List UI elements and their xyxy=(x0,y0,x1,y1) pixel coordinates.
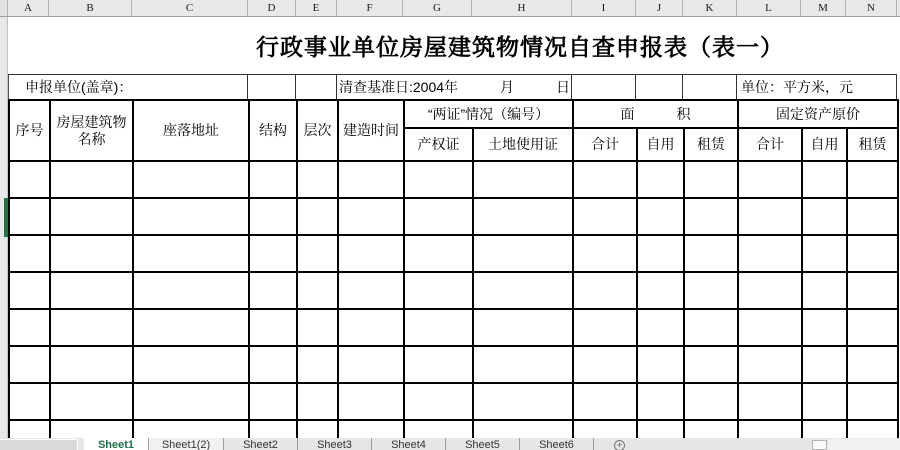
cell[interactable] xyxy=(637,309,684,346)
horizontal-scrollbar-button[interactable] xyxy=(812,440,827,450)
cell[interactable] xyxy=(637,346,684,383)
form-table-area xyxy=(7,99,899,438)
cell[interactable] xyxy=(50,235,133,272)
cell[interactable] xyxy=(9,161,50,198)
cell[interactable] xyxy=(338,161,404,198)
header-property-cert[interactable]: 产权证 xyxy=(404,128,473,161)
cell[interactable] xyxy=(573,420,637,438)
cell[interactable] xyxy=(802,346,847,383)
cell[interactable] xyxy=(249,161,297,198)
header-structure[interactable]: 结构 xyxy=(249,100,297,161)
empty-cell-j[interactable] xyxy=(636,75,683,99)
cell[interactable] xyxy=(404,272,473,309)
cell[interactable] xyxy=(802,161,847,198)
header-area-group[interactable]: 面 积 xyxy=(573,100,738,128)
cell[interactable] xyxy=(50,198,133,235)
header-assets-self-use[interactable]: 自用 xyxy=(802,128,847,161)
table-row xyxy=(9,420,898,438)
cell[interactable] xyxy=(9,309,50,346)
cell[interactable] xyxy=(847,420,898,438)
table-row xyxy=(9,383,898,420)
cell[interactable] xyxy=(249,346,297,383)
cell[interactable] xyxy=(133,161,249,198)
cell[interactable] xyxy=(9,383,50,420)
form-table xyxy=(8,99,899,438)
cell[interactable] xyxy=(50,161,133,198)
cell[interactable] xyxy=(404,309,473,346)
cell[interactable] xyxy=(637,198,684,235)
cell[interactable] xyxy=(404,346,473,383)
cell[interactable] xyxy=(738,161,802,198)
header-serial[interactable]: 序号 xyxy=(9,100,50,161)
cell[interactable] xyxy=(297,272,338,309)
declaring-unit-cell[interactable]: 申报单位(盖章)： xyxy=(8,75,248,99)
cell[interactable] xyxy=(473,161,573,198)
cell[interactable] xyxy=(847,346,898,383)
cell[interactable] xyxy=(249,198,297,235)
table-row xyxy=(9,198,898,235)
column-header-f[interactable]: F xyxy=(337,0,403,16)
cell[interactable] xyxy=(133,198,249,235)
cell[interactable] xyxy=(738,309,802,346)
cell[interactable] xyxy=(847,309,898,346)
column-header-g[interactable]: G xyxy=(403,0,472,16)
cell[interactable] xyxy=(9,235,50,272)
tab-navigation-area[interactable] xyxy=(0,439,78,450)
table-row xyxy=(9,309,898,346)
cell[interactable] xyxy=(802,309,847,346)
cell[interactable] xyxy=(404,383,473,420)
tab-sheet3[interactable]: Sheet3 xyxy=(298,438,372,450)
cell[interactable] xyxy=(9,346,50,383)
header-assets-total[interactable]: 合计 xyxy=(738,128,802,161)
header-build-time[interactable]: 建造时间 xyxy=(338,100,404,161)
cell[interactable] xyxy=(802,198,847,235)
header-two-certs-group[interactable]: “两证”情况（编号） xyxy=(404,100,573,128)
cell[interactable] xyxy=(473,420,573,438)
cell[interactable] xyxy=(473,383,573,420)
cell[interactable] xyxy=(249,272,297,309)
cell[interactable] xyxy=(50,383,133,420)
cell[interactable] xyxy=(738,235,802,272)
tab-sheet5[interactable]: Sheet5 xyxy=(446,438,520,450)
empty-cell-d[interactable] xyxy=(248,75,296,99)
cell[interactable] xyxy=(249,235,297,272)
cell[interactable] xyxy=(738,272,802,309)
header-land-use-cert[interactable]: 土地使用证 xyxy=(473,128,573,161)
cell[interactable] xyxy=(9,198,50,235)
cell[interactable] xyxy=(133,309,249,346)
cell[interactable] xyxy=(684,235,738,272)
tab-sheet1-2[interactable]: Sheet1(2) xyxy=(148,438,224,450)
cell[interactable] xyxy=(338,383,404,420)
sheet-title[interactable]: 行政事业单位房屋建筑物情况自查申报表（表一） xyxy=(256,33,784,60)
cell[interactable] xyxy=(637,383,684,420)
tab-sheet4[interactable]: Sheet4 xyxy=(372,438,446,450)
cell[interactable] xyxy=(50,346,133,383)
cell[interactable] xyxy=(404,161,473,198)
cell[interactable] xyxy=(338,235,404,272)
tab-sheet1[interactable]: Sheet1 xyxy=(84,438,148,450)
cell[interactable] xyxy=(738,198,802,235)
cell[interactable] xyxy=(473,346,573,383)
header-floors[interactable]: 层次 xyxy=(297,100,338,161)
cell[interactable] xyxy=(684,272,738,309)
column-header-c[interactable]: C xyxy=(132,0,248,16)
header-address[interactable]: 座落地址 xyxy=(133,100,249,161)
cell[interactable] xyxy=(802,272,847,309)
table-row xyxy=(9,272,898,309)
cell[interactable] xyxy=(297,420,338,438)
cell[interactable] xyxy=(637,420,684,438)
cell[interactable] xyxy=(9,272,50,309)
cell[interactable] xyxy=(9,420,50,438)
cell[interactable] xyxy=(338,346,404,383)
header-area-lease[interactable]: 租赁 xyxy=(684,128,738,161)
header-area-self-use[interactable]: 自用 xyxy=(637,128,684,161)
table-row xyxy=(9,161,898,198)
unit-cell[interactable]: 单位：平方米，元 xyxy=(737,75,897,99)
cell[interactable] xyxy=(50,420,133,438)
column-header-k[interactable]: K xyxy=(683,0,737,16)
column-header-strip xyxy=(0,0,900,17)
cell[interactable] xyxy=(684,383,738,420)
header-building-name[interactable]: 房屋建筑物名称 xyxy=(50,100,133,161)
empty-cell-k[interactable] xyxy=(683,75,737,99)
cell[interactable] xyxy=(573,309,637,346)
cell[interactable] xyxy=(738,383,802,420)
column-header-e[interactable]: E xyxy=(296,0,337,16)
cell[interactable] xyxy=(802,420,847,438)
cell[interactable] xyxy=(573,383,637,420)
cell[interactable] xyxy=(573,272,637,309)
cell[interactable] xyxy=(802,235,847,272)
cell[interactable] xyxy=(573,198,637,235)
cell[interactable] xyxy=(847,235,898,272)
cell[interactable] xyxy=(684,346,738,383)
cell[interactable] xyxy=(133,272,249,309)
column-header-b[interactable]: B xyxy=(49,0,132,16)
header-area-total[interactable]: 合计 xyxy=(573,128,637,161)
column-header-d[interactable]: D xyxy=(248,0,296,16)
cell[interactable] xyxy=(338,198,404,235)
cell[interactable] xyxy=(738,346,802,383)
column-header-l[interactable]: L xyxy=(737,0,801,16)
cell[interactable] xyxy=(249,383,297,420)
cell[interactable] xyxy=(847,198,898,235)
table-row xyxy=(9,346,898,383)
cell[interactable] xyxy=(637,235,684,272)
cell[interactable] xyxy=(338,420,404,438)
empty-cell-i[interactable] xyxy=(572,75,636,99)
cell[interactable] xyxy=(249,420,297,438)
cell[interactable] xyxy=(847,383,898,420)
cell[interactable] xyxy=(473,198,573,235)
cell[interactable] xyxy=(684,309,738,346)
cell[interactable] xyxy=(133,383,249,420)
cell[interactable] xyxy=(404,198,473,235)
sheet-tab-strip xyxy=(0,438,900,450)
tab-sheet6[interactable]: Sheet6 xyxy=(520,438,594,450)
cell[interactable] xyxy=(133,235,249,272)
cell[interactable] xyxy=(297,235,338,272)
cell[interactable] xyxy=(847,272,898,309)
tab-sheet2[interactable]: Sheet2 xyxy=(224,438,298,450)
column-header-m[interactable]: M xyxy=(801,0,846,16)
cell[interactable] xyxy=(573,235,637,272)
cell[interactable] xyxy=(847,161,898,198)
header-assets-lease[interactable]: 租赁 xyxy=(847,128,898,161)
cell[interactable] xyxy=(133,420,249,438)
cell[interactable] xyxy=(684,161,738,198)
cell[interactable] xyxy=(684,420,738,438)
cell[interactable] xyxy=(802,383,847,420)
add-sheet-icon[interactable]: + xyxy=(614,440,625,450)
cell[interactable] xyxy=(573,346,637,383)
cell[interactable] xyxy=(404,420,473,438)
cell[interactable] xyxy=(338,272,404,309)
cell[interactable] xyxy=(297,383,338,420)
column-header-h[interactable]: H xyxy=(472,0,572,16)
column-header-j[interactable]: J xyxy=(636,0,683,16)
info-row xyxy=(8,74,897,99)
cell[interactable] xyxy=(473,235,573,272)
cell[interactable] xyxy=(684,198,738,235)
column-header-a[interactable]: A xyxy=(8,0,49,16)
select-all-corner[interactable] xyxy=(0,0,8,16)
cell[interactable] xyxy=(297,346,338,383)
horizontal-scrollbar-track[interactable] xyxy=(828,439,900,450)
cell[interactable] xyxy=(338,309,404,346)
cell[interactable] xyxy=(297,309,338,346)
cell[interactable] xyxy=(637,161,684,198)
cell[interactable] xyxy=(738,420,802,438)
cell[interactable] xyxy=(404,235,473,272)
cell[interactable] xyxy=(297,161,338,198)
cell[interactable] xyxy=(50,272,133,309)
cell[interactable] xyxy=(297,198,338,235)
cell[interactable] xyxy=(249,309,297,346)
empty-cell-e[interactable] xyxy=(296,75,337,99)
cell[interactable] xyxy=(473,309,573,346)
cell[interactable] xyxy=(50,309,133,346)
cell[interactable] xyxy=(133,346,249,383)
cell[interactable] xyxy=(573,161,637,198)
cell[interactable] xyxy=(473,272,573,309)
cell[interactable] xyxy=(637,272,684,309)
column-header-n[interactable]: N xyxy=(846,0,897,16)
base-date-cell[interactable]: 清查基准日:2004年 月 日 xyxy=(337,75,572,99)
column-header-i[interactable]: I xyxy=(572,0,636,16)
table-row xyxy=(9,235,898,272)
header-fixed-assets-group[interactable]: 固定资产原价 xyxy=(738,100,898,128)
